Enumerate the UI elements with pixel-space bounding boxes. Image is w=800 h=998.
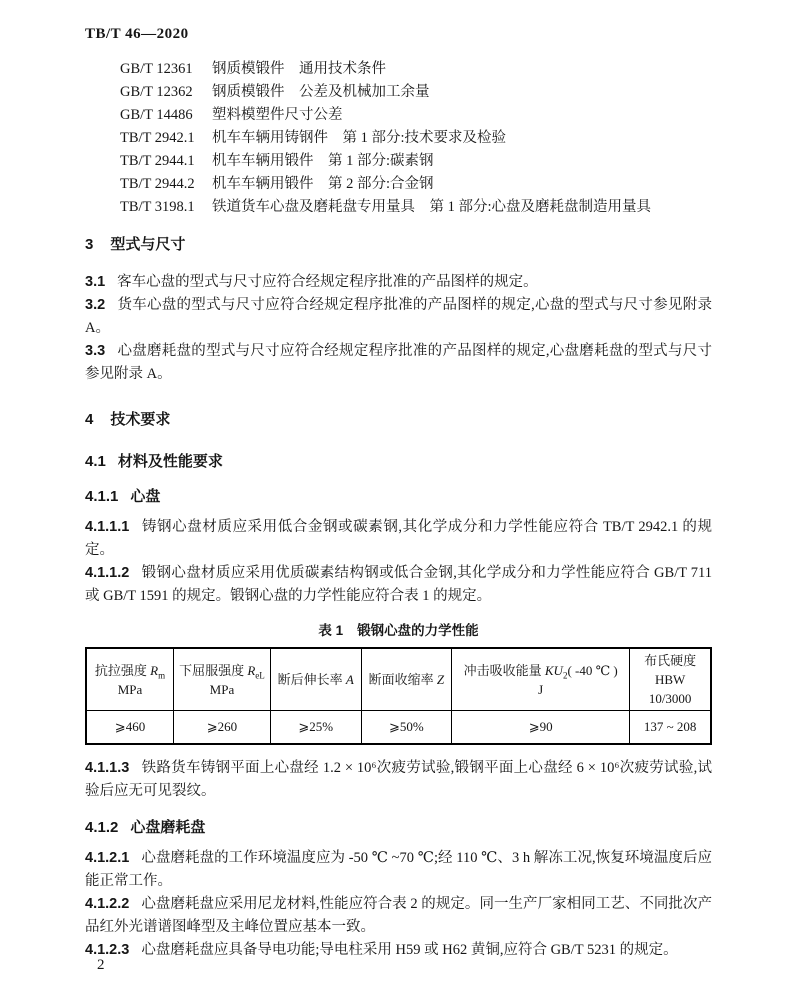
- reference-code: GB/T 12361: [120, 61, 193, 77]
- value-reduction-of-area: ⩾50%: [361, 711, 452, 745]
- reference-code: TB/T 2944.2: [120, 176, 195, 192]
- section-4-1-2-heading: [85, 818, 712, 838]
- unit: MPa: [117, 681, 143, 697]
- section-4-1-title: 材料及性能要求: [117, 453, 223, 470]
- value-brinell-hardness: 137 ~ 208: [630, 711, 711, 745]
- normative-references-list: [120, 58, 712, 219]
- clause-text: 客车心盘的型式与尺寸应符合经规定程序批准的产品图样的规定。: [117, 274, 538, 290]
- reference-item: [120, 104, 712, 127]
- page-number: 2: [97, 957, 105, 973]
- clause-number: 4.1.2.3: [85, 942, 130, 958]
- value-tensile-strength: ⩾460: [86, 711, 174, 745]
- clause-text: 心盘磨耗盘的工作环境温度应为 -50 ℃ ~70 ℃;经 110 ℃、3 h 解冻工况,恢复环境温度后应能正常工作。: [85, 850, 712, 889]
- reference-title: 钢质模锻件 通用技术条件: [212, 61, 386, 77]
- section-4-1-heading: [85, 452, 712, 472]
- clause-number: 4.1.2.2: [85, 896, 130, 912]
- section-4-1-1-title: 心盘: [130, 488, 161, 505]
- section-4-heading: [85, 410, 712, 430]
- clause-3-1: [85, 271, 712, 294]
- clause-text: 铁路货车铸钢平面上心盘经 1.2 × 10⁶次疲劳试验,锻钢平面上心盘经 6 × 10⁶次疲劳试验,试验后应无可见裂纹。: [85, 760, 712, 799]
- section-4-number: 4: [85, 411, 94, 428]
- reference-item: [120, 127, 712, 150]
- clause-3-2: [85, 294, 712, 340]
- symbol: R: [150, 662, 159, 678]
- clause-number: 4.1.1.1: [85, 519, 130, 535]
- clause-4-1-1-1: [85, 516, 712, 562]
- clause-number: 4.1.2.1: [85, 850, 130, 866]
- standard-number: TB/T 46—2020: [85, 26, 189, 42]
- section-3-heading: [85, 235, 712, 255]
- header-suffix: ( -40 ℃ ): [567, 662, 618, 678]
- clause-4-1-1-2: [85, 562, 712, 608]
- clause-text: 心盘磨耗盘应采用尼龙材料,性能应符合表 2 的规定。同一生产厂家相同工艺、不同批次产品红外光谱谱图峰型及主峰位置应基本一致。: [85, 896, 712, 935]
- section-4-1-2-number: 4.1.2: [85, 819, 119, 836]
- reference-code: GB/T 12362: [120, 84, 193, 100]
- reference-title: 塑料模塑件尺寸公差: [212, 107, 343, 123]
- clause-text: 货车心盘的型式与尺寸应符合经规定程序批准的产品图样的规定,心盘的型式与尺寸参见附录 A。: [85, 297, 712, 336]
- column-header-tensile-strength: [86, 648, 174, 711]
- section-3-title: 型式与尺寸: [110, 236, 186, 253]
- symbol: A: [345, 672, 354, 687]
- reference-item: [120, 196, 712, 219]
- header-text: 断面收缩率: [368, 672, 437, 687]
- clause-4-1-2-1: [85, 847, 712, 893]
- symbol: KU: [544, 662, 563, 678]
- table-header-row: [86, 648, 711, 711]
- reference-title: 铁道货车心盘及磨耗盘专用量具 第 1 部分:心盘及磨耗盘制造用量具: [212, 199, 652, 215]
- value-impact-energy: ⩾90: [452, 711, 630, 745]
- header-text: 抗拉强度: [94, 662, 151, 678]
- reference-code: GB/T 14486: [120, 107, 193, 123]
- clause-text: 心盘磨耗盘的型式与尺寸应符合经规定程序批准的产品图样的规定,心盘磨耗盘的型式与尺寸参见附录 A。: [85, 343, 712, 382]
- section-4-1-2-title: 心盘磨耗盘: [130, 819, 206, 836]
- section-4-1-1-heading: [85, 487, 712, 507]
- value-elongation: ⩾25%: [270, 711, 361, 745]
- reference-code: TB/T 2942.1: [120, 130, 195, 146]
- reference-code: TB/T 3198.1: [120, 199, 195, 215]
- unit: MPa: [209, 681, 235, 697]
- clause-number: 3.2: [85, 297, 106, 313]
- column-header-elongation: [270, 648, 361, 711]
- reference-title: 机车车辆用锻件 第 1 部分:碳素钢: [212, 153, 434, 169]
- section-4-1-1-number: 4.1.1: [85, 488, 119, 505]
- clause-text: 铸钢心盘材质应采用低合金钢或碳素钢,其化学成分和力学性能应符合 TB/T 2942.1 的规定。: [85, 519, 712, 558]
- clause-number: 4.1.1.3: [85, 760, 130, 776]
- reference-code: TB/T 2944.1: [120, 153, 195, 169]
- section-4-title: 技术要求: [110, 411, 171, 428]
- clause-4-1-1-3: [85, 757, 712, 803]
- column-header-yield-strength: [174, 648, 271, 711]
- reference-title: 机车车辆用锻件 第 2 部分:合金钢: [212, 176, 434, 192]
- unit: HBW 10/3000: [648, 672, 692, 706]
- table-1-label: 表 1: [318, 623, 344, 638]
- symbol-subscript: 2: [562, 670, 568, 681]
- clause-number: 3.3: [85, 343, 106, 359]
- table-1-mechanical-properties: [85, 647, 712, 745]
- table-data-row: [86, 711, 711, 745]
- reference-item: [120, 81, 712, 104]
- clause-4-1-2-3: [85, 939, 712, 962]
- reference-title: 机车车辆用铸钢件 第 1 部分:技术要求及检验: [212, 130, 507, 146]
- symbol: R: [247, 662, 256, 678]
- table-1-title: 锻钢心盘的力学性能: [357, 623, 479, 638]
- header-text: 布氏硬度: [644, 653, 697, 668]
- clause-number: 3.1: [85, 274, 106, 290]
- clause-4-1-2-2: [85, 893, 712, 939]
- clause-3-3: [85, 340, 712, 386]
- value-yield-strength: ⩾260: [174, 711, 271, 745]
- column-header-reduction-of-area: [361, 648, 452, 711]
- column-header-brinell-hardness: [630, 648, 711, 711]
- clause-number: 4.1.1.2: [85, 565, 130, 581]
- symbol-subscript: eL: [255, 670, 265, 681]
- header-text: 下屈服强度: [179, 662, 248, 678]
- column-header-impact-energy: [452, 648, 630, 711]
- clause-text: 心盘磨耗盘应具备导电功能;导电柱采用 H59 或 H62 黄铜,应符合 GB/T 5231 的规定。: [141, 942, 678, 958]
- reference-item: [120, 150, 712, 173]
- reference-title: 钢质模锻件 公差及机械加工余量: [212, 84, 430, 100]
- reference-item: [120, 58, 712, 81]
- symbol: Z: [436, 672, 445, 687]
- symbol-subscript: m: [158, 670, 166, 681]
- header-text: 冲击吸收能量: [463, 662, 545, 678]
- clause-text: 锻钢心盘材质应采用优质碳素结构钢或低合金钢,其化学成分和力学性能应符合 GB/T 711 或 GB/T 1591 的规定。锻钢心盘的力学性能应符合表 1 的规定。: [85, 565, 712, 604]
- section-3-number: 3: [85, 236, 94, 253]
- reference-item: [120, 173, 712, 196]
- unit: J: [538, 681, 544, 697]
- section-4-1-number: 4.1: [85, 453, 106, 470]
- table-1-caption: [85, 621, 712, 640]
- header-text: 断后伸长率: [277, 672, 346, 687]
